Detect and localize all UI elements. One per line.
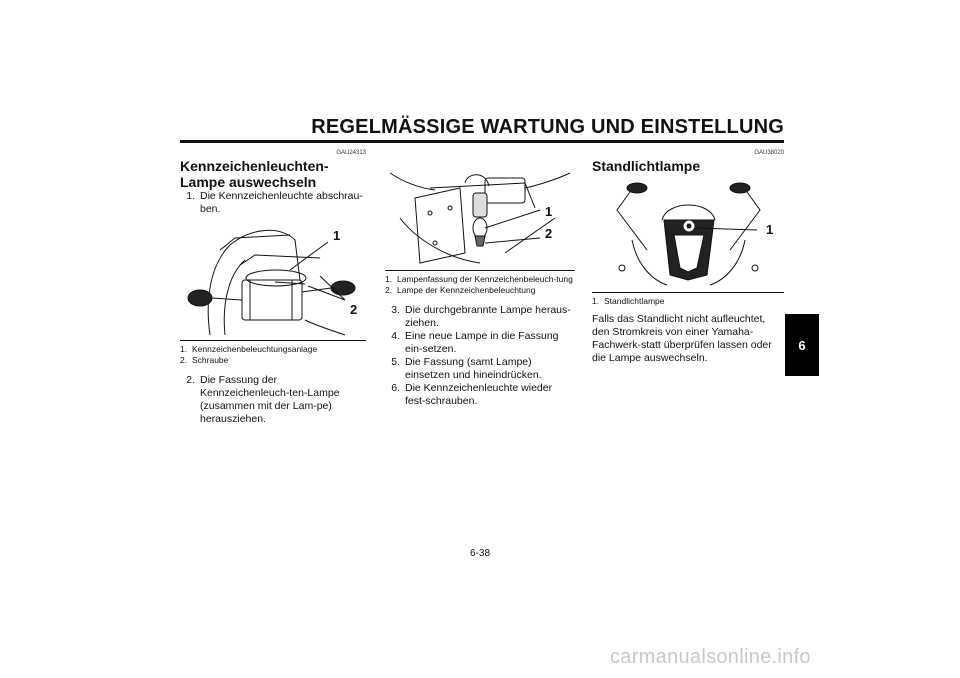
legend-item	[180, 355, 366, 366]
step-text: Die Fassung der Kennzeichenleuch-ten-Lampe (zusammen mit der Lam-pe) herausziehen.	[200, 374, 340, 425]
legend-number: 1.	[180, 344, 188, 354]
step-number: 1.	[186, 190, 195, 202]
legend-number: 2.	[385, 285, 393, 295]
legend-number: 2.	[180, 355, 188, 365]
column-3	[592, 150, 784, 365]
figure-callout: 1	[766, 222, 774, 237]
figure-legend	[180, 344, 366, 366]
step-number: 5.	[391, 356, 400, 368]
figure-callout: 2	[350, 302, 358, 317]
figure-bulb-socket	[385, 158, 575, 271]
legend-text: Lampenfassung der Kennzeichenbeleuch-tung	[397, 274, 573, 284]
column-1	[180, 150, 366, 426]
page-number: 6-38	[469, 548, 490, 559]
column-2	[385, 158, 575, 408]
step-number: 4.	[391, 330, 400, 342]
position-light-illustration	[592, 180, 784, 292]
figure-legend	[385, 274, 575, 296]
figure-callout: 1	[333, 228, 341, 243]
section-title: Kennzeichenleuchten-Lampe auswechseln	[180, 158, 329, 190]
step-item	[180, 374, 366, 426]
legend-number: 1.	[385, 274, 393, 284]
figure-position-light	[592, 180, 784, 293]
figure-license-plate-light	[180, 220, 366, 341]
figure-legend	[592, 296, 784, 307]
step-text: Die durchgebrannte Lampe heraus-ziehen.	[405, 304, 571, 329]
legend-item	[180, 344, 366, 355]
legend-item	[592, 296, 784, 307]
step-item	[180, 190, 366, 216]
step-item	[385, 382, 575, 408]
section-title: Standlichtlampe	[592, 158, 701, 174]
step-text: Die Fassung (samt Lampe) einsetzen und hineindrücken.	[405, 356, 542, 381]
step-text: Die Kennzeichenleuchte wieder fest-schrauben.	[405, 382, 553, 407]
body-paragraph: Falls das Standlicht nicht aufleuchtet, den Stromkreis von einer Yamaha-Fachwerk-statt überprüfen lassen oder die Lampe auswechseln.	[592, 313, 772, 364]
section-code: GAU24313	[336, 150, 366, 156]
legend-number: 1.	[592, 296, 600, 306]
step-item	[385, 356, 575, 382]
step-item	[385, 304, 575, 330]
legend-text: Kennzeichenbeleuchtungsanlage	[192, 344, 318, 354]
page-title: REGELMÄSSIGE WARTUNG UND EINSTELLUNG	[311, 116, 784, 138]
section-code: GAU38020	[754, 150, 784, 156]
figure-callout: 2	[545, 226, 553, 241]
step-text: Die Kennzeichenleuchte abschrau-ben.	[200, 190, 363, 215]
legend-item	[385, 274, 575, 285]
step-item	[385, 330, 575, 356]
legend-text: Lampe der Kennzeichenbeleuchtung	[397, 285, 536, 295]
header-rule	[180, 140, 784, 143]
watermark: carmanualsonline.info	[610, 646, 811, 668]
figure-callout: 1	[545, 204, 553, 219]
step-text: Eine neue Lampe in die Fassung ein-setzen.	[405, 330, 559, 355]
step-number: 3.	[391, 304, 400, 316]
legend-text: Schraube	[192, 355, 229, 365]
legend-item	[385, 285, 575, 296]
legend-text: Standlichtlampe	[604, 296, 665, 306]
step-number: 2.	[186, 374, 195, 386]
step-number: 6.	[391, 382, 400, 394]
chapter-tab: 6	[785, 314, 819, 376]
